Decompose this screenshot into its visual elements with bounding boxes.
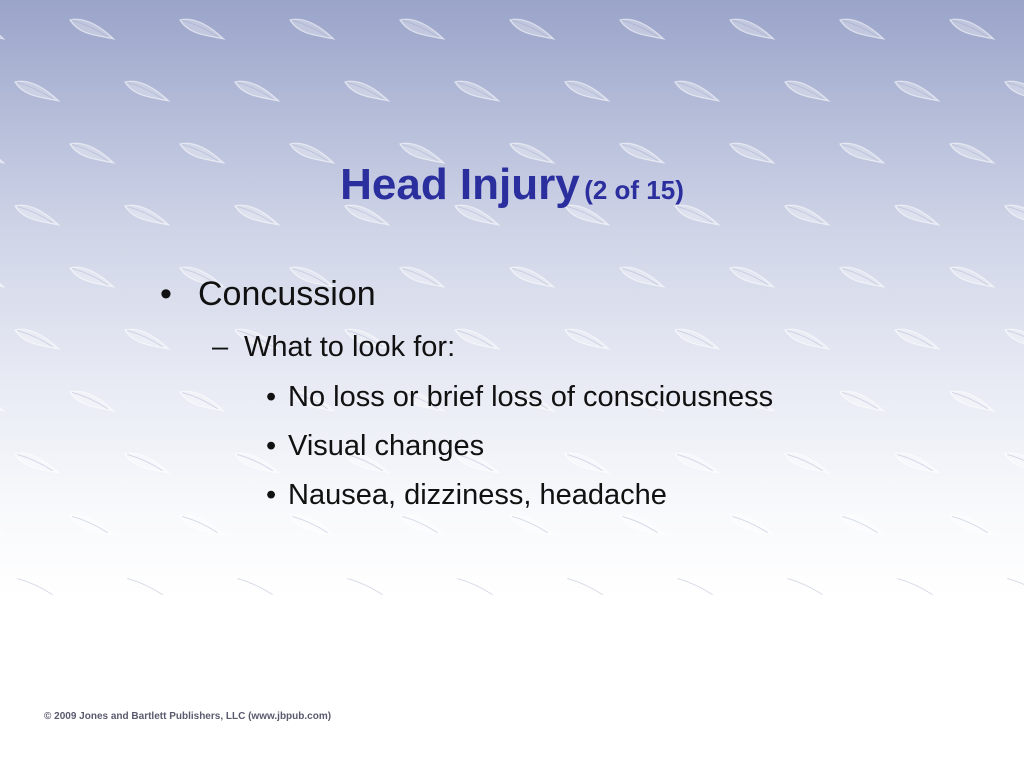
bullet-marker: • — [266, 381, 277, 413]
title-text: Head Injury — [340, 160, 580, 209]
list-item — [212, 331, 455, 364]
bullet-text: Concussion — [198, 275, 376, 313]
bullet-marker: • — [160, 275, 172, 313]
dash-marker: – — [212, 331, 229, 363]
list-item — [266, 479, 667, 512]
list-item — [160, 275, 376, 314]
bullet-marker: • — [266, 479, 277, 511]
bullet-text: What to look for: — [244, 331, 456, 363]
list-item — [266, 381, 773, 414]
bullet-text: Nausea, dizziness, headache — [288, 479, 667, 511]
list-item — [266, 430, 484, 463]
bullet-text: No loss or brief loss of consciousness — [288, 381, 774, 413]
title-suffix: (2 of 15) — [584, 175, 684, 205]
bullet-marker: • — [266, 430, 277, 462]
bullet-text: Visual changes — [288, 430, 485, 462]
copyright-footer: © 2009 Jones and Bartlett Publishers, LLC (www.jbpub.com) — [44, 711, 332, 722]
